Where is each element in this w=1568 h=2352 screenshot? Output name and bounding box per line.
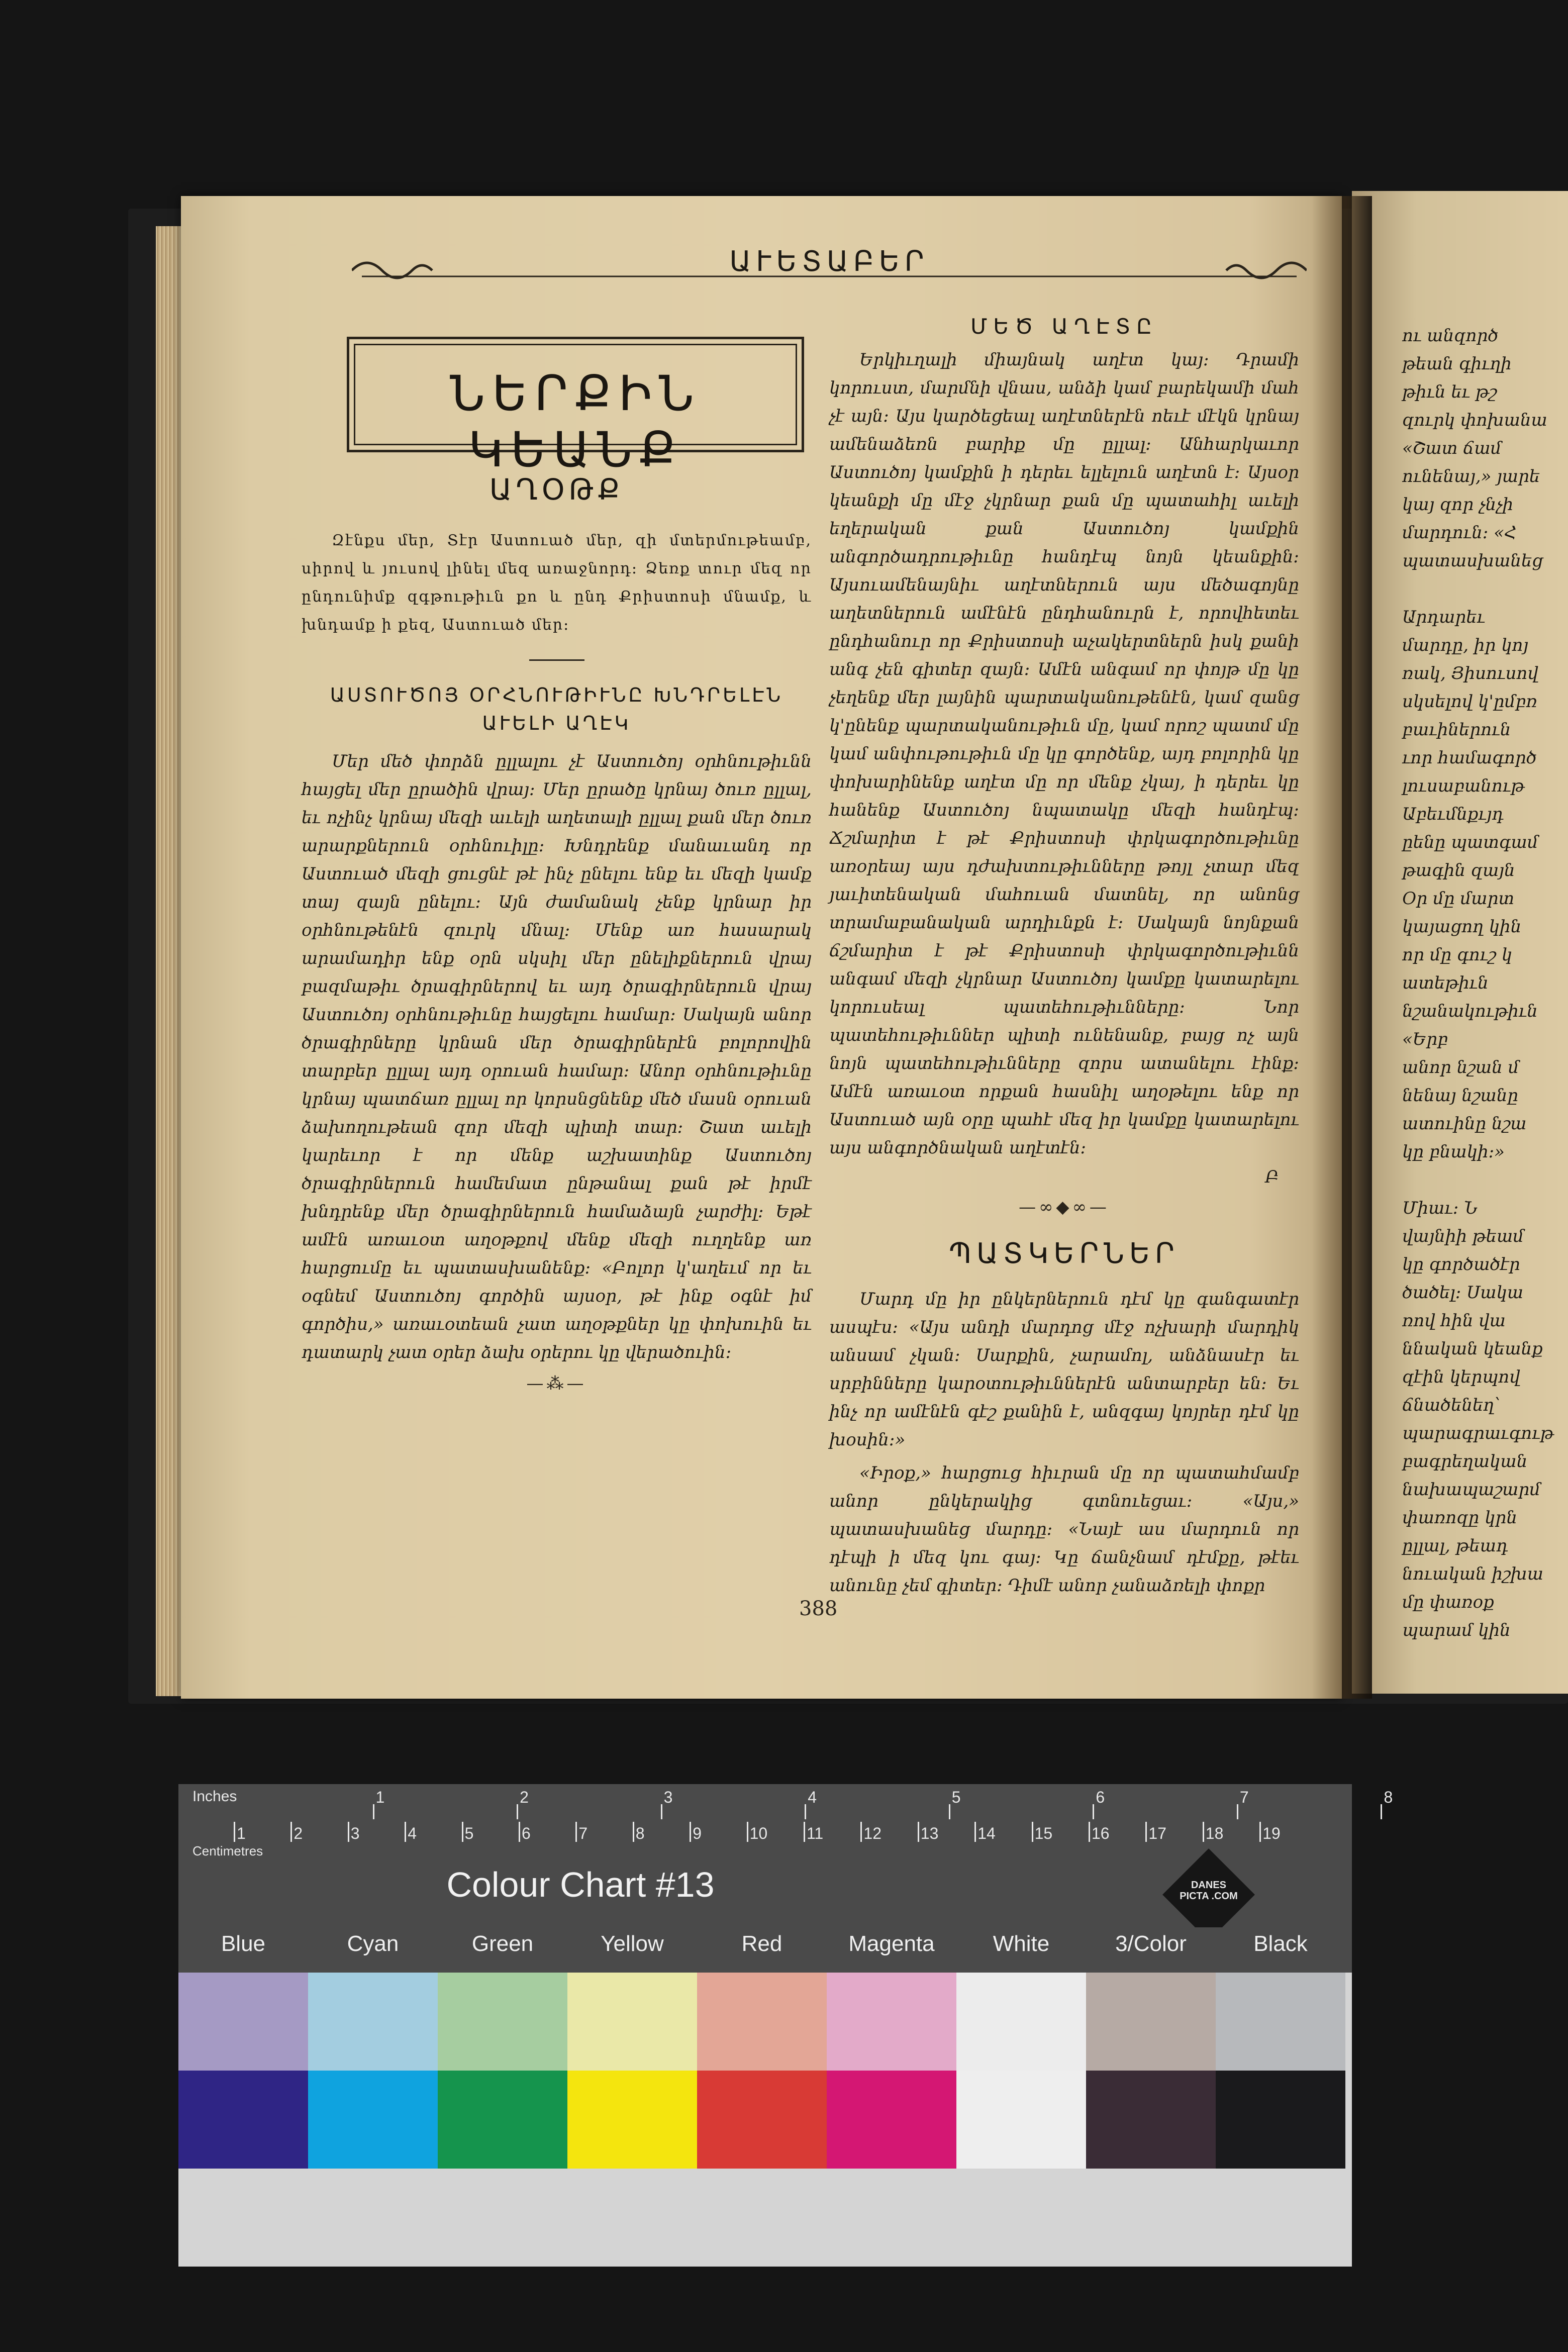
divider-rule — [529, 659, 584, 661]
cm-number: 15 — [1034, 1824, 1053, 1842]
right-page-line: վայնիի թեամ — [1402, 1226, 1524, 1246]
right-page-line — [1402, 575, 1568, 603]
swatch-tint — [567, 1973, 697, 2071]
right-page-line: նուական իշխա — [1402, 1564, 1543, 1584]
right-page-line: Օր մը մարտ — [1402, 889, 1515, 909]
cm-number: 2 — [293, 1824, 303, 1842]
cm-number: 6 — [522, 1824, 531, 1842]
right-page-line: բաւիներուն — [1402, 720, 1511, 740]
swatch-tint — [178, 1973, 308, 2071]
right-page-line: որ մը գուշ կ — [1402, 945, 1513, 965]
inch-tick — [805, 1804, 806, 1819]
right-page-line: պարամ կին — [1402, 1620, 1511, 1640]
right-page-line: ռով հին վա — [1402, 1311, 1506, 1331]
right-page-line: կայ զոր չնչի — [1402, 495, 1514, 515]
swatch-label: Green — [471, 1931, 534, 1956]
book-gutter — [1312, 196, 1372, 1699]
cm-number: 11 — [807, 1824, 824, 1842]
running-head — [352, 245, 1307, 290]
right-page-line: նենայ նշանը — [1402, 1086, 1518, 1106]
cm-tick — [519, 1822, 520, 1842]
right-page-line: մը փառօք — [1402, 1592, 1494, 1612]
article-text-blessing: Մեր մեծ փորձն ըլլալու չէ Աստուծոյ օրհնութիւնն հայցել մեր ըրածին վրայ։ Մեր ըրածը կրնայ ծուռ ըլլալ, եւ ոչինչ կրնայ մեզի աւելի աղետալի ըլլալ քան մեր ծուռ արարքներուն օրհնուիլը։ Խնդրենք մանաւանդ որ Աստուած մեզի ցուցնէ թէ ինչ ընելու ենք եւ մեզի կամք տայ զայն ընելու։ Այն ժամանակ չենք կրնար իր օրհնութենէն զուրկ մնալ։ Մենք առ հասարակ արամադիր ենք օրն սկսիլ մեր ընելիքներուն վրայ բազմաթիւ ծրագիրներով եւ այդ ծրագիրներուն վրայ Աստուծոյ օրհնութիւնը հայցելու համար։ Սակայն անոր ծրագիրները կրնան մեր ծրագիրներէն բոլորովին տարբեր ըլլալ այդ օրուան համար։ Անոր օրհնութիւնը կրնայ պատճառ ըլլալ որ կորսնցնենք մեծ մասն օրուան ձախողութեան զոր մեզի պիտի տար։ Շատ աւելի կարեւոր է որ մենք աշխատինք Աստուծոյ ծրագիրներուն համեմատ ընթանալ քան թէ իրմէ խնդրենք մեր ծրագիրներուն համաձայն չարժիլ։ Եթէ ամէն առաւօտ աղօթքով մենք մեզի ուղղենք առ հարցումը եւ պատասխանենք։ «Բոլոր կ'աղեւմ որ եւ օգնեմ Աստուծոյ գործին այսօր, թէ ինք օգնէ իմ գործիս,» առաւօտեան չատ աղօթքներ կը փոխուին եւ դատարկ չատ օրեր ձախ օրերու կը վերածուին։ — [302, 751, 812, 1362]
cm-number: 3 — [350, 1824, 360, 1842]
swatch-solid — [1216, 2071, 1345, 2169]
right-page-line: կայացող կին — [1402, 917, 1522, 937]
swatch-labels — [178, 1927, 1352, 1973]
right-page-line: պարագրաւգութ — [1402, 1423, 1554, 1443]
swatch-solid — [956, 2071, 1086, 2169]
cm-number: 7 — [578, 1824, 588, 1842]
right-page-line: ծածել։ Սակա — [1402, 1283, 1524, 1303]
inch-tick — [949, 1804, 950, 1819]
chart-title: Colour Chart #13 — [446, 1865, 715, 1904]
prayer-heading: ԱՂՕԹՔ — [489, 472, 624, 507]
inch-number: 5 — [951, 1788, 961, 1806]
cm-number: 12 — [863, 1824, 881, 1842]
section-title: ՆԵՐՔԻՆ ԿԵԱՆՔ — [450, 365, 701, 478]
cm-tick — [1145, 1822, 1147, 1842]
cm-number: 14 — [977, 1824, 996, 1842]
swatch-solid — [827, 2071, 956, 2169]
right-page-line: ատուինը նշա — [1402, 1114, 1527, 1134]
swatch-label: White — [993, 1931, 1050, 1956]
swatch-tint — [1216, 1973, 1345, 2071]
swatch-tint — [308, 1973, 438, 2071]
swatch-solid — [178, 2071, 308, 2169]
right-page-text — [1402, 322, 1568, 1644]
swatch-label: 3/Color — [1115, 1931, 1187, 1956]
article-text-pictures-2: «Իրօք,» հարցուց հիւրան մը որ պատահմամբ անոր ընկերակից գտնուեցաւ։ «Այս,» պատասխանեց մարդը։ «Նայէ աս մարդուն որ դէպի ի մեզ կու գայ։ Կը ճանչնամ դէմքը, թէեւ անունը չեմ գիտեր։ Դիմէ անոր չանաձռելի փոքր — [829, 1463, 1299, 1596]
right-page-line: Աբեւմնքւյդ — [1402, 804, 1504, 824]
cm-number: 5 — [464, 1824, 474, 1842]
right-page-line: «Շատ ճամ — [1402, 438, 1502, 458]
colour-chart-card — [178, 1784, 1393, 2267]
right-page-line: թագին զայն — [1402, 860, 1515, 880]
right-page-line: ըլլալ, թեադ — [1402, 1536, 1508, 1556]
cm-tick — [1259, 1822, 1261, 1842]
right-page-line: բագրեղական — [1402, 1451, 1528, 1472]
running-head-title: ԱՒԵՏԱԲԵՐ — [729, 245, 929, 278]
cm-tick — [575, 1822, 577, 1842]
swatch-label: Black — [1253, 1931, 1308, 1956]
article-heading-disaster: ՄԵԾ ԱՂԷՏԸ — [970, 314, 1158, 339]
swatch-solid — [308, 2071, 438, 2169]
cm-number: 16 — [1092, 1824, 1110, 1842]
swatch-tint — [827, 1973, 956, 2071]
article-text-disaster: Երկիւղալի միայնակ աղէտ կայ։ Դրամի կորուստ, մարմնի վնաս, անձի կամ բարեկամի մահ չէ այն։ Այս կարծեցեալ աղէտներէն ոեւէ մէկն կրնայ ամենաձեռն բարիք մը ըլլալ։ Անհարկաւոր Աստուծոյ կամքին ի դերեւ ելլելուն աղէտն է։ Այսօր կեանքի մը մէջ չկրնար քան մը պատահիլ աւելի եղերական քան Աստուծոյ կամքին անգործադրութիւնը հանդէպ նոյն կեանքին։ Այսուամենայնիւ աղէտներուն այս մեծագոյնը աղետներուն ամէնէն ընդհանուրն է, որովհետեւ ընդհանուր որ Քրիստոսի աչակերտներն իսկ քանի անգ չեն գիտեր զայն։ Ամէն անգամ որ փոյթ մը կը չեղենք մեր լայնին պարտականութենէն, կամ զանց կ'ընենք պարտականութիւն մը, կամ որոշ պատմ մը կամ անփութութիւն մը կը գործենք, այդ բոլորին կը փոխարինենք աղէտ մը որ մենք չկայ, ի դերեւ կը հանենք Աստուծոյ նպատակը մեզի հանդէպ։ Ճշմարիտ է թէ Քրիստոսի փրկագործութիւնը առօրեայ այս դժախտութիւնները թոյլ չտար մեզ յաւիտենական մահուան մատնել, որ անոնց տրամաբանական արդիւնքն է։ Սակայն նոյնքան ճշմարիտ է թէ Քրիստոսի փրկագործութիւնն անգամ մեզի չկրնար Աստուծոյ կամքը կատարելու կորուսեալ պատեհութիւնները։ Նոր պատեհութիւններ պիտի ունենանք, բայց ոչ այն նոյն պատեհութիւնները զորս ատանելու էինք։ Ամէն առաւօտ որքան հասնիլ աղօթելու ենք որ Աստուած այն օրը պահէ մեզ իր կամքը կատարելու այս անգործնական աղէտէն։ — [829, 350, 1299, 1158]
swatch-label: Blue — [221, 1931, 266, 1956]
cm-tick — [747, 1822, 748, 1842]
cm-tick — [348, 1822, 349, 1842]
swatch-tint — [956, 1973, 1086, 2071]
swatch-solid — [567, 2071, 697, 2169]
right-page-line — [1402, 1166, 1568, 1194]
inch-tick — [1381, 1804, 1382, 1819]
article-heading-pictures: ՊԱՏԿԵՐՆԵՐ — [949, 1237, 1180, 1270]
cm-tick — [1203, 1822, 1204, 1842]
cm-number: 17 — [1148, 1824, 1166, 1842]
right-page-line: ունենայ,» յարե — [1402, 466, 1540, 486]
right-page-line: նախապաշարմ — [1402, 1480, 1541, 1500]
swatch-label: Cyan — [347, 1931, 399, 1956]
left-column — [302, 472, 812, 1394]
cm-tick — [860, 1822, 862, 1842]
right-column — [829, 314, 1299, 1605]
cm-number: 4 — [408, 1824, 417, 1842]
inch-number: 6 — [1096, 1788, 1105, 1806]
right-page-line: ատեթիւն — [1402, 973, 1489, 993]
right-page-line: կը գործածէր — [1402, 1254, 1520, 1275]
cm-tick — [633, 1822, 634, 1842]
right-page-line: զուրկ փոխանա — [1402, 410, 1547, 430]
inch-tick — [373, 1804, 374, 1819]
right-page-line: թեան գիւղի — [1402, 354, 1512, 374]
right-page-line: պատասխանեց — [1402, 551, 1543, 571]
swatch-tint — [697, 1973, 827, 2071]
ruler-label-centimetres: Centimetres — [192, 1843, 263, 1858]
right-page-line: ու անզործ — [1402, 326, 1499, 346]
right-page-line: սկսելով կ'ըմբռ — [1402, 692, 1537, 712]
inch-tick — [1093, 1804, 1094, 1819]
cm-tick — [234, 1822, 235, 1842]
right-page-line: Արդարեւ — [1402, 607, 1486, 627]
swatch-solid — [697, 2071, 827, 2169]
right-page-line: ռակ, Յիսուսով — [1402, 663, 1538, 683]
cm-tick — [290, 1822, 292, 1842]
cm-tick — [804, 1822, 805, 1842]
swatch-label: Yellow — [601, 1931, 664, 1956]
cm-tick — [405, 1822, 406, 1842]
cm-tick — [974, 1822, 976, 1842]
inch-tick — [517, 1804, 518, 1819]
inch-tick — [1237, 1804, 1238, 1819]
cm-number: 9 — [693, 1824, 702, 1842]
article-text-pictures-1: Մարդ մը իր ընկերներուն դէմ կը գանգատէր ասպէս։ «Այս անդի մարդոց մէջ ոչխարի մարդիկ անսամ չկան։ Սարքին, չարամոլ, անձնասէր եւ սրբինները կարօտութիւններէն անտարբեր են։ Եւ ինչ որ ամէնէն գէշ քանին է, անզգայ կոյրեր դէմ կը խօսին։» — [829, 1289, 1299, 1450]
page-number: 388 — [799, 1597, 838, 1620]
swatch-solid — [438, 2071, 567, 2169]
section-title-frame — [347, 337, 804, 478]
inch-number: 7 — [1239, 1788, 1249, 1806]
inch-number: 1 — [375, 1788, 385, 1806]
right-page-line: մարդուն։ «Հ — [1402, 523, 1517, 543]
article-heading-blessing: ԱՍՏՈՒԾՈՅ ՕՐՀՆՈՒԹԻՒՆԸ ԽՆԴՐԵԼԷՆ ԱՒԵԼԻ ԱՂԷԿ — [330, 684, 783, 734]
right-page-line: փառոզը կրն — [1402, 1508, 1517, 1528]
swatch-tint — [1086, 1973, 1216, 2071]
right-page-line: նշանակութիւն — [1402, 1001, 1538, 1021]
cm-number: 8 — [635, 1824, 645, 1842]
swatch-solid — [1086, 2071, 1216, 2169]
right-page-line: մարդը, իր կոյ — [1402, 635, 1529, 655]
right-page-line: Միաւ։ Ն — [1402, 1198, 1478, 1218]
cm-number: 19 — [1262, 1824, 1281, 1842]
right-page-line: ճնածենեղ՝ — [1402, 1395, 1501, 1415]
ruler-label-inches: Inches — [192, 1788, 237, 1805]
right-page-line: ըենը պատգամ — [1402, 832, 1538, 852]
inch-tick — [661, 1804, 662, 1819]
right-page-line: զէին կերպով — [1402, 1367, 1520, 1387]
right-page-line: անոր նշան մ — [1402, 1057, 1519, 1077]
cm-number: 18 — [1205, 1824, 1224, 1842]
ruler — [178, 1784, 1393, 1859]
cm-number: 1 — [237, 1824, 246, 1842]
section-ornament: —∞◆∞— — [1019, 1197, 1110, 1217]
cm-number: 10 — [749, 1824, 768, 1842]
author-initial: Բ — [1265, 1167, 1279, 1187]
right-page-line: «Երբ — [1402, 1029, 1448, 1049]
cm-tick — [1032, 1822, 1033, 1842]
inch-number: 3 — [663, 1788, 673, 1806]
inch-number: 4 — [808, 1788, 817, 1806]
cm-tick — [918, 1822, 919, 1842]
inch-number: 8 — [1384, 1788, 1393, 1806]
cm-number: 13 — [920, 1824, 939, 1842]
cm-tick — [462, 1822, 463, 1842]
logo-text: DANES PICTA .COM — [1180, 1880, 1238, 1902]
right-page-line: թիւն եւ թշ — [1402, 382, 1497, 402]
swatch-tint — [438, 1973, 567, 2071]
swatch-label: Magenta — [848, 1931, 935, 1956]
prayer-text: Զէնքս մեր, Տէր Աստուած մեր, զի մտերմութեամբ, սիրով և յուսով լինել մեզ առաջնորդ։ Ձեռք տուր մեզ որ ընդունիմք զգթութիւն քո և ընդ Քրիստոսի մնամք, և խնդամք ի քեզ, Աստուած մեր։ — [302, 532, 812, 634]
cm-tick — [690, 1822, 691, 1842]
right-page-line: կը բնակի։» — [1402, 1142, 1505, 1162]
swatch-label: Red — [741, 1931, 782, 1956]
right-page-line: լուսաբանութ — [1402, 776, 1525, 796]
right-page-line: ւոր համագործ — [1402, 748, 1537, 768]
inch-number: 2 — [520, 1788, 529, 1806]
cm-tick — [1089, 1822, 1090, 1842]
right-page-line: ննական կեանք — [1402, 1339, 1543, 1359]
end-ornament: —⁂— — [526, 1374, 587, 1394]
